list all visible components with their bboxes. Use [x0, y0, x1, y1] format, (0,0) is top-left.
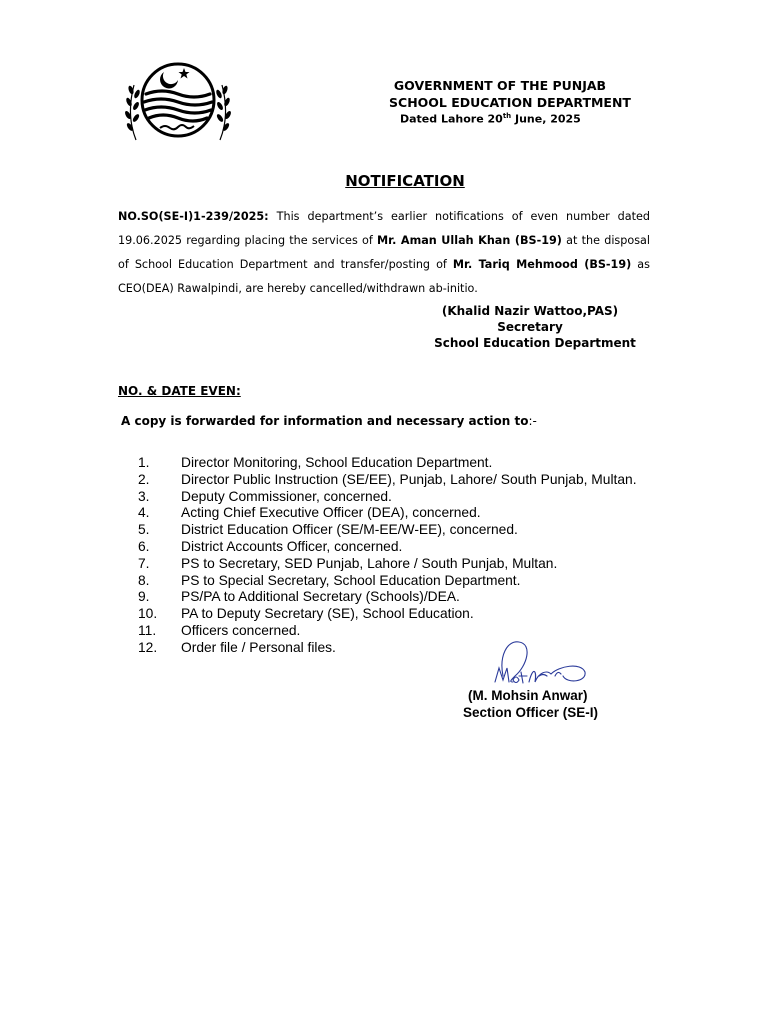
distribution-item-number: 10. — [138, 606, 158, 622]
distribution-item-number: 9. — [138, 589, 150, 605]
distribution-item-text: PS to Special Secretary, School Education Department. — [181, 572, 521, 588]
distribution-item-number: 12. — [138, 639, 158, 655]
distribution-item — [138, 455, 637, 472]
distribution-item-number: 4. — [138, 505, 150, 521]
body-text-1: This department’s earlier notifications of even number dated 19.06.2025 regarding placing the services of — [118, 210, 650, 247]
no-date-even-heading: NO. & DATE EVEN: — [118, 384, 241, 398]
distribution-item-number: 6. — [138, 538, 150, 554]
section-officer-designation: Section Officer (SE-I) — [463, 705, 599, 720]
distribution-item-number: 7. — [138, 555, 150, 571]
copy-tail: :- — [528, 414, 537, 428]
punjab-government-seal-icon — [118, 60, 238, 150]
date-prefix: Dated Lahore 20 — [400, 112, 503, 126]
officer-name-1: Mr. Aman Ullah Khan (BS-19) — [377, 234, 562, 247]
distribution-item-text: Director Monitoring, School Education Department. — [181, 455, 493, 470]
distribution-item-text: Director Public Instruction (SE/EE), Punjab, Lahore/ South Punjab, Multan. — [181, 471, 637, 487]
notification-title: NOTIFICATION — [345, 172, 465, 190]
distribution-item-text: District Education Officer (SE/M-EE/W-EE), concerned. — [181, 522, 518, 538]
section-officer-name: (M. Mohsin Anwar) — [468, 688, 588, 703]
distribution-item — [138, 505, 637, 522]
distribution-item-text: PS to Secretary, SED Punjab, Lahore / South Punjab, Multan. — [181, 555, 558, 571]
distribution-item — [138, 522, 637, 539]
distribution-item-number: 11. — [138, 622, 157, 638]
distribution-item-text: Deputy Commissioner, concerned. — [181, 488, 392, 504]
distribution-item — [138, 573, 637, 590]
officer-name-2: Mr. Tariq Mehmood (BS-19) — [452, 258, 632, 271]
distribution-item-text: Acting Chief Executive Officer (DEA), concerned. — [181, 505, 481, 521]
distribution-item — [138, 606, 637, 623]
notification-body — [118, 205, 650, 301]
distribution-item — [138, 556, 637, 573]
distribution-item — [138, 489, 637, 506]
distribution-item-text: District Accounts Officer, concerned. — [181, 538, 403, 554]
distribution-item-number: 1. — [138, 455, 150, 470]
copy-forwarded-line — [121, 414, 537, 428]
distribution-item-number: 5. — [138, 522, 150, 538]
distribution-item-number: 8. — [138, 572, 150, 588]
distribution-item-number: 2. — [138, 471, 150, 487]
date-suffix: June, 2025 — [511, 112, 581, 126]
body-text-2: at the disposal of School Education Department and transfer/posting of — [118, 234, 650, 271]
government-heading: GOVERNMENT OF THE PUNJAB — [393, 78, 607, 93]
copy-text: A copy is forwarded for information and necessary action to — [121, 414, 529, 428]
department-heading: SCHOOL EDUCATION DEPARTMENT — [389, 95, 631, 110]
secretary-name: (Khalid Nazir Wattoo,PAS) — [441, 304, 619, 318]
distribution-item-text: Officers concerned. — [181, 622, 301, 638]
body-text-3: as CEO(DEA) Rawalpindi, are hereby cancelled/withdrawn ab-initio. — [118, 258, 650, 295]
distribution-list — [138, 455, 637, 657]
secretary-designation: Secretary — [497, 320, 563, 334]
distribution-item-text: PA to Deputy Secretary (SE), School Education. — [181, 606, 474, 622]
date-superscript: th — [502, 112, 512, 120]
dated-line — [400, 112, 620, 126]
handwritten-signature-icon — [455, 636, 595, 696]
distribution-item — [138, 589, 637, 606]
secretary-department: School Education Department — [434, 336, 636, 350]
distribution-item-text: PS/PA to Additional Secretary (Schools)/DEA. — [181, 589, 460, 605]
distribution-item-number: 3. — [138, 488, 150, 504]
distribution-item — [138, 539, 637, 556]
distribution-item-text: Order file / Personal files. — [181, 639, 336, 655]
reference-number: NO.SO(SE-I)1-239/2025: — [118, 210, 269, 223]
distribution-item — [138, 472, 637, 489]
